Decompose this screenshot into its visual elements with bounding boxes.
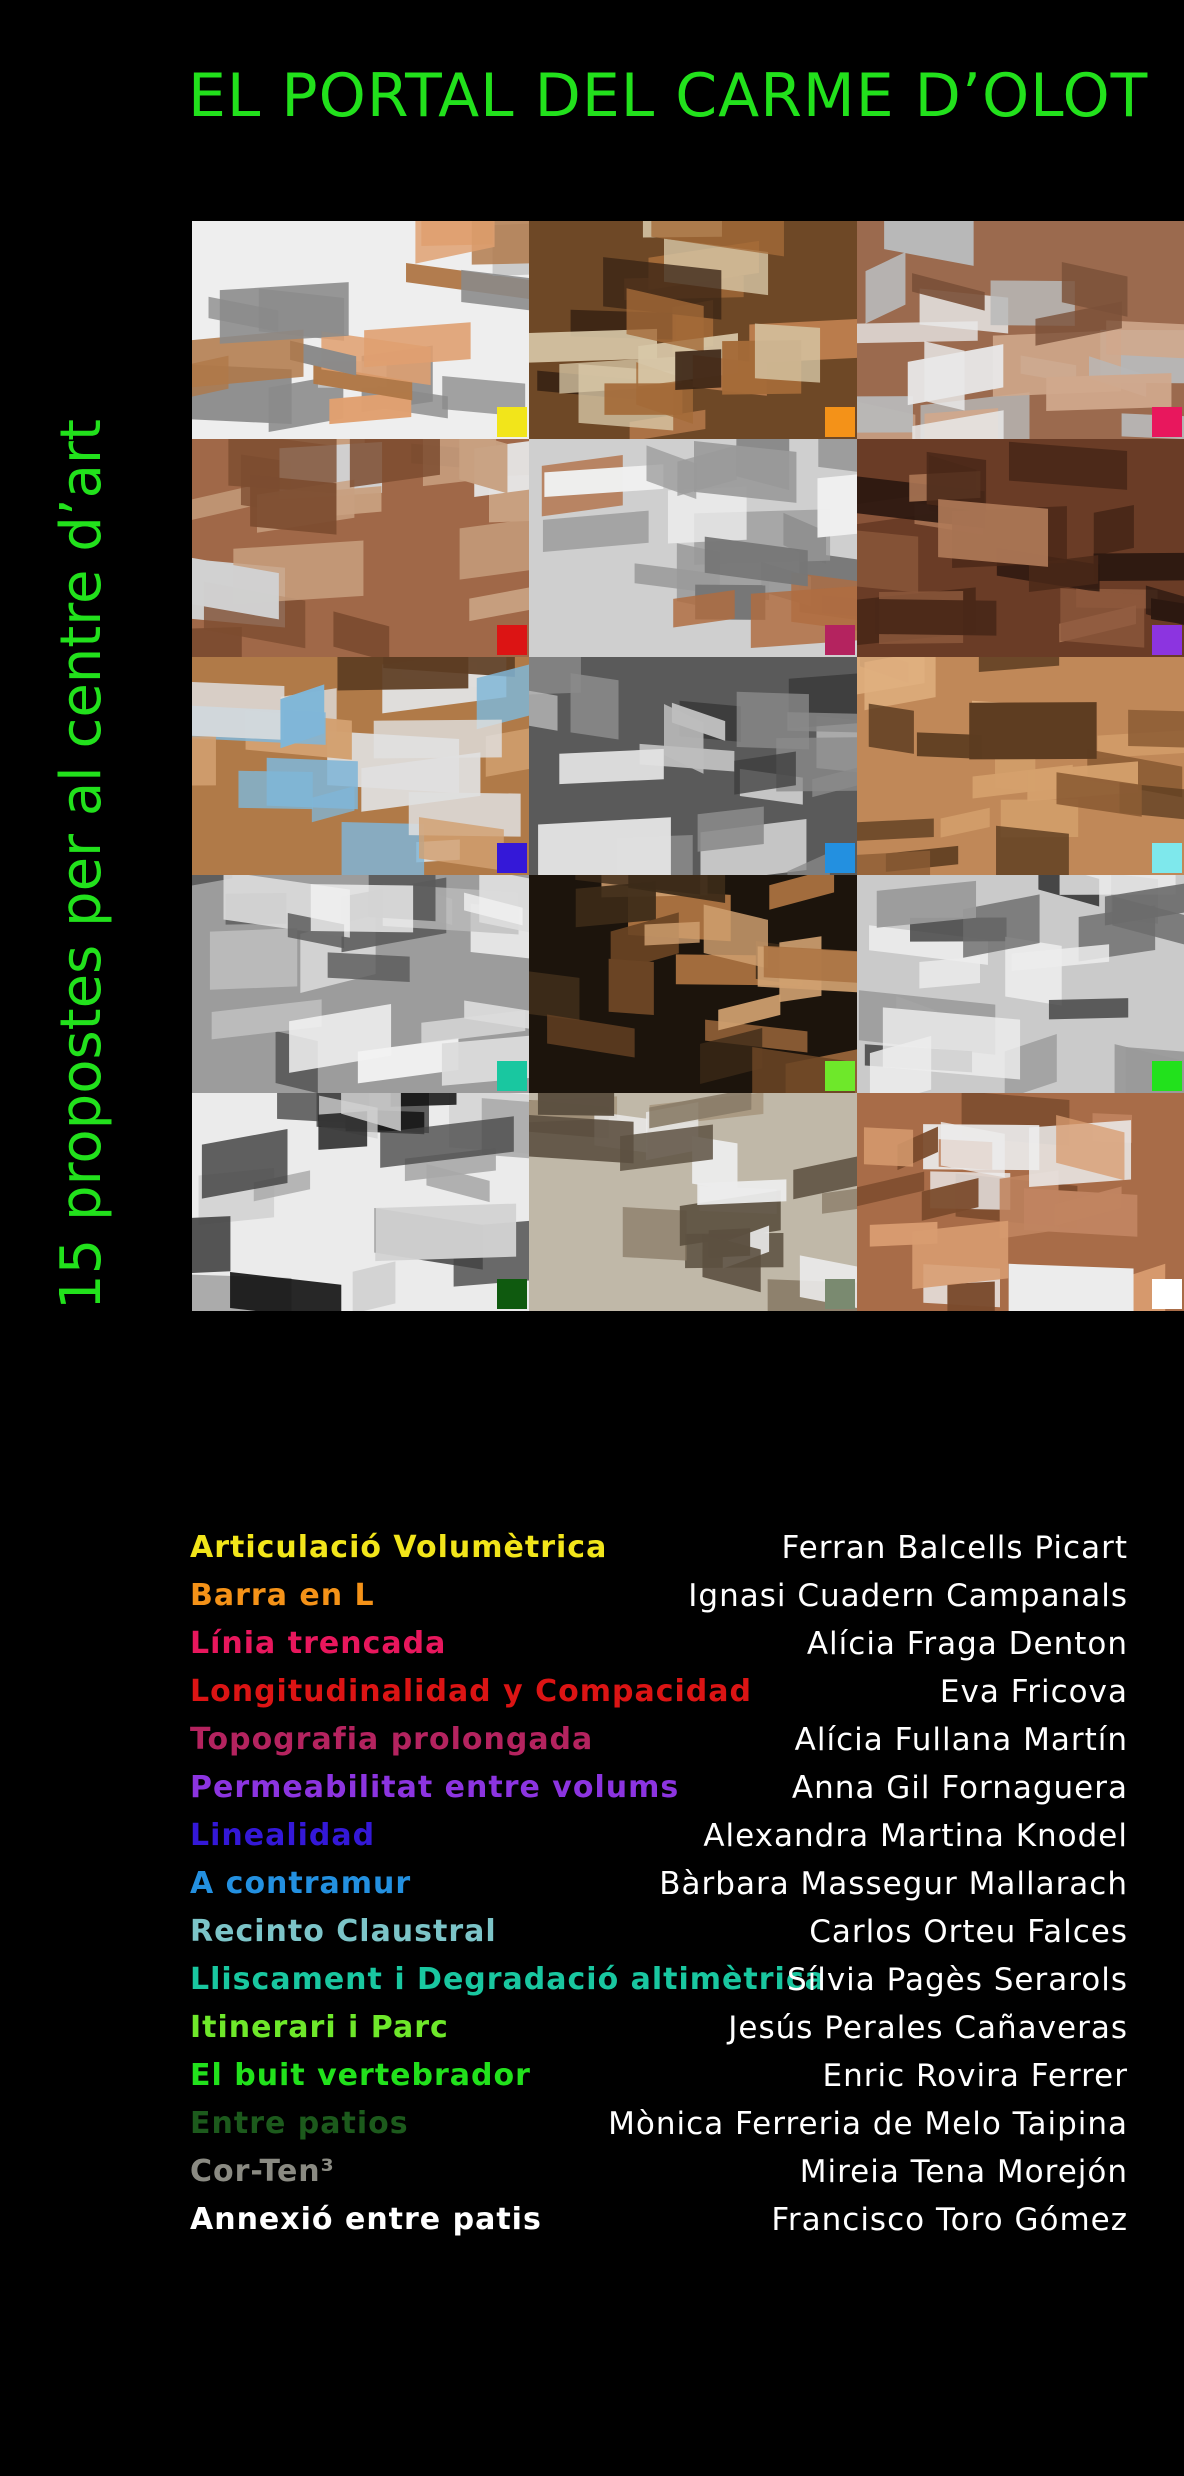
project-name: Recinto Claustral [190,1914,497,1949]
model-photo-3 [857,221,1184,439]
project-author: Alícia Fullana Martín [794,1722,1128,1758]
project-row [190,1816,1128,1864]
color-swatch [825,1279,855,1309]
color-swatch [1152,1061,1182,1091]
project-author: Ferran Balcells Picart [781,1530,1128,1566]
project-row [190,1528,1128,1576]
project-row [190,1960,1128,2008]
project-row [190,2056,1128,2104]
project-name: Cor-Ten³ [190,2154,335,2189]
model-photo-image [857,657,1184,875]
model-photo-5 [529,439,857,657]
model-photo-image [192,221,529,439]
model-photo-14 [529,1093,857,1311]
model-photo-image [192,1093,529,1311]
project-row [190,2200,1128,2248]
model-photo-image [192,439,529,657]
model-photo-image [192,875,529,1093]
model-photo-image [529,875,857,1093]
color-swatch [1152,407,1182,437]
project-row [190,1912,1128,1960]
color-swatch [825,407,855,437]
project-name: Linealidad [190,1818,376,1853]
color-swatch [825,843,855,873]
project-name: Articulació Volumètrica [190,1530,608,1565]
project-row [190,1768,1128,1816]
project-name: Permeabilitat entre volums [190,1770,680,1805]
project-name: El buit vertebrador [190,2058,531,2093]
project-row [190,1672,1128,1720]
project-row [190,1624,1128,1672]
project-name: Barra en L [190,1578,375,1613]
model-photo-image [857,439,1184,657]
project-author: Alícia Fraga Denton [806,1626,1128,1662]
project-name: Annexió entre patis [190,2202,542,2237]
project-author: Anna Gil Fornaguera [791,1770,1128,1806]
model-photo-15 [857,1093,1184,1311]
page-title: EL PORTAL DEL CARME D’OLOT [188,61,1149,131]
model-photo-13 [192,1093,529,1311]
color-swatch [497,1061,527,1091]
color-swatch [1152,625,1182,655]
project-name: Itinerari i Parc [190,2010,449,2045]
project-row [190,1864,1128,1912]
project-author: Sílvia Pagès Serarols [786,1962,1128,1998]
model-photo-image [857,221,1184,439]
project-author: Carlos Orteu Falces [809,1914,1128,1950]
project-author: Bàrbara Massegur Mallarach [659,1866,1128,1902]
project-name: Topografia prolongada [190,1722,594,1757]
project-author: Alexandra Martina Knodel [703,1818,1128,1854]
project-name: A contramur [190,1866,412,1901]
model-photo-9 [857,657,1184,875]
model-photo-1 [192,221,529,439]
model-photo-image [529,1093,857,1311]
color-swatch [1152,1279,1182,1309]
color-swatch [825,1061,855,1091]
project-row [190,1720,1128,1768]
color-swatch [1152,843,1182,873]
project-row [190,1576,1128,1624]
project-author: Enric Rovira Ferrer [822,2058,1128,2094]
model-photo-8 [529,657,857,875]
project-list [190,1528,1128,2248]
model-photo-7 [192,657,529,875]
project-author: Mireia Tena Morejón [799,2154,1128,2190]
model-photo-10 [192,875,529,1093]
model-photo-6 [857,439,1184,657]
color-swatch [497,843,527,873]
vertical-subtitle: 15 propostes per al centre d’art [49,419,114,1310]
model-photo-image [857,875,1184,1093]
model-photo-2 [529,221,857,439]
project-row [190,2008,1128,2056]
model-photo-12 [857,875,1184,1093]
project-author: Mònica Ferreria de Melo Taipina [608,2106,1128,2142]
model-photo-11 [529,875,857,1093]
project-row [190,2104,1128,2152]
color-swatch [825,625,855,655]
color-swatch [497,1279,527,1309]
color-swatch [497,407,527,437]
project-author: Jesús Perales Cañaveras [728,2010,1128,2046]
model-photo-4 [192,439,529,657]
model-photo-image [529,657,857,875]
model-photo-image [529,221,857,439]
project-name: Entre patios [190,2106,409,2141]
color-swatch [497,625,527,655]
project-author: Eva Fricova [939,1674,1128,1710]
project-name: Línia trencada [190,1626,447,1661]
project-name: Lliscament i Degradació altimètrica [190,1962,826,1997]
project-row [190,2152,1128,2200]
project-author: Ignasi Cuadern Campanals [688,1578,1128,1614]
project-author: Francisco Toro Gómez [771,2202,1128,2238]
model-photo-image [529,439,857,657]
model-photo-image [192,657,529,875]
model-photo-image [857,1093,1184,1311]
model-photo-grid [192,221,1184,1311]
project-name: Longitudinalidad y Compacidad [190,1674,752,1709]
